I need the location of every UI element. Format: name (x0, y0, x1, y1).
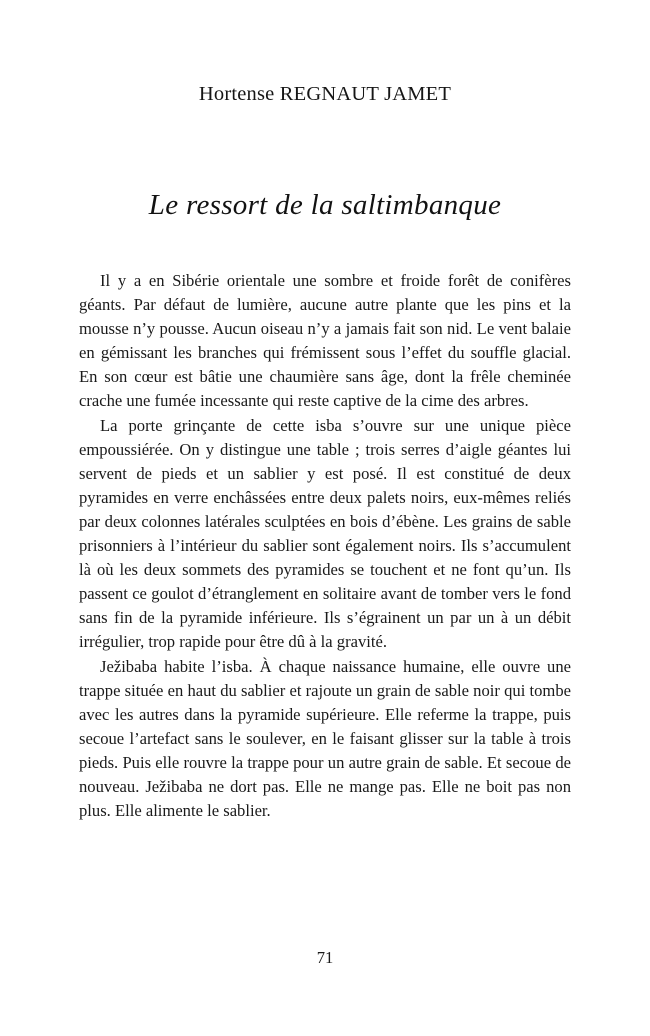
paragraph: Ježibaba habite l’isba. À chaque naissance humaine, elle ouvre une trappe située en haut du sablier et rajoute un grain de sable noir qui tombe avec les autres dans la pyramide supérieure. Elle referme la trappe, puis secoue l’artefact sans le soulever, en le faisant glisser sur la table à trois pieds. Puis elle rouvre la trappe pour un autre grain de sable. Et secoue de nouveau. Ježibaba ne dort pas. Elle ne mange pas. Elle ne boit pas non plus. Elle alimente le sablier. (79, 656, 571, 821)
page-number: 71 (316, 948, 334, 967)
page-title: Le ressort de la saltimbanque (148, 189, 502, 221)
paragraph: La porte grinçante de cette isba s’ouvre sur une unique pièce empoussiérée. On y distingue une table ; trois serres d’aigle géantes lui servent de pieds et un sablier y est posé. Il est constitué de deux pyramides en verre enchâssées entre deux palets noirs, eux-mêmes reliés par deux colonnes latérales sculptées en bois d’ébène. Les grains de sable prisonniers à l’intérieur du sablier sont également noirs. Ils s’accumulent là où les deux sommets des pyramides se touchent et ne font qu’un. Ils passent ce goulot d’étranglement en solitaire avant de tomber vers le fond sans fin de la pyramide inférieure. Ils s’égrainent un par un à un débit irrégulier, trop rapide pour être dû à la gravité. (79, 415, 571, 652)
body-text-block (79, 269, 571, 823)
author-name: Hortense REGNAUT JAMET (198, 83, 452, 105)
paragraph: Il y a en Sibérie orientale une sombre et froide forêt de conifères géants. Par défaut de lumière, aucune autre plante que les pins et la mousse n’y pousse. Aucun oiseau n’y a jamais fait son nid. Le vent balaie en gémissant les branches qui frémissent sous l’effet du souffle glacial. En son cœur est bâtie une chaumière sans âge, dont la frêle cheminée crache une fumée incessante qui reste captive de la cime des arbres. (79, 271, 571, 411)
